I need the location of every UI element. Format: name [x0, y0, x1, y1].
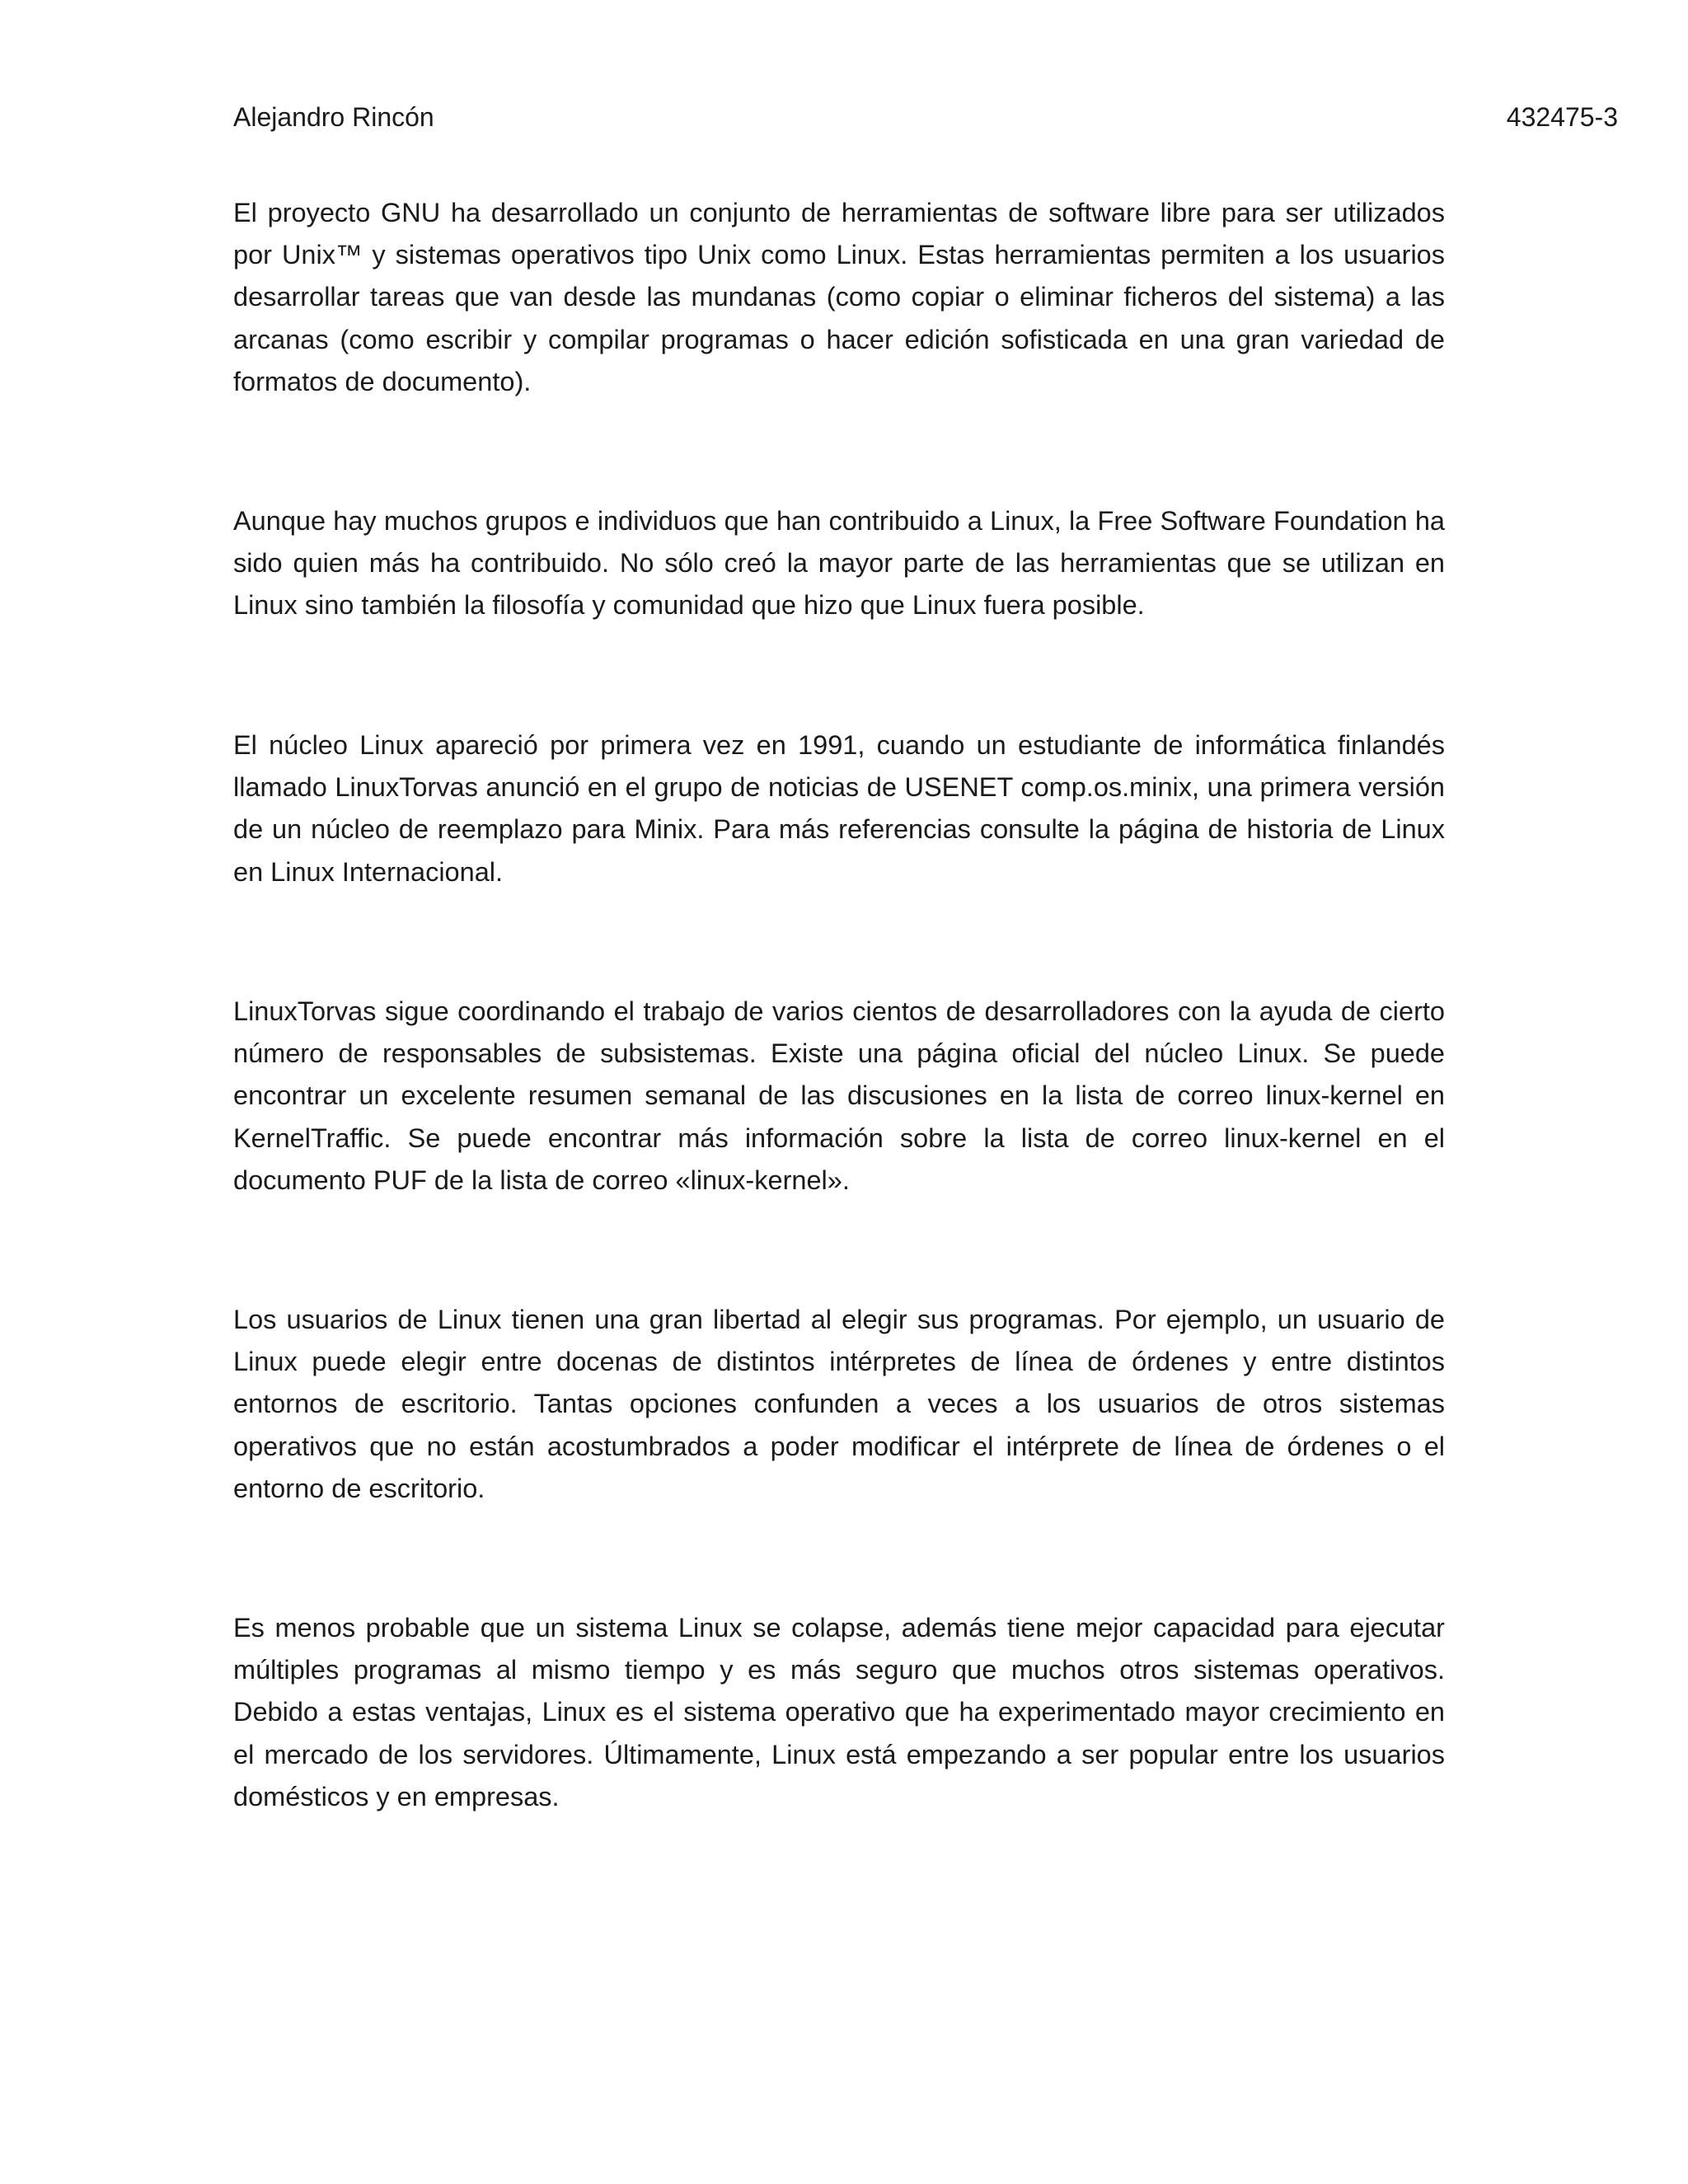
paragraph-linux-kernel-origin: El núcleo Linux apareció por primera vez en 1991, cuando un estudiante de informática finlandés llamado LinuxTorvas anunció en el grupo de noticias de USENET comp.os.minix, una primera versión de un núcleo de reemplazo para Minix. Para más referencias consulte la página de historia de Linux en Linux Internacional. [233, 730, 1445, 887]
paragraph-free-software-foundation: Aunque hay muchos grupos e individuos que han contribuido a Linux, la Free Software Foundation ha sido quien más ha contribuido. No sólo creó la mayor parte de las herramientas que se utilizan en Linux sino también la filosofía y comunidad que hizo que Linux fuera posible. [233, 506, 1445, 621]
paragraph-gnu-project: El proyecto GNU ha desarrollado un conjunto de herramientas de software libre para ser utilizados por Unix™ y sistemas operativos tipo Unix como Linux. Estas herramientas permiten a los usuarios desarrollar tareas que van desde las mundanas (como copiar o eliminar ficheros del sistema) a las arcanas (como escribir y compilar programas o hacer edición sofisticada en una gran variedad de formatos de documento). [233, 198, 1445, 396]
header-author: Alejandro Rincón [233, 102, 434, 132]
paragraph-kernel-development: LinuxTorvas sigue coordinando el trabajo de varios cientos de desarrolladores con la ayuda de cierto número de responsables de subsistemas. Existe una página oficial del núcleo Linux. Se puede encontrar un excelente resumen semanal de las discusiones en la lista de correo linux-kernel en KernelTraffic. Se puede encontrar más información sobre la lista de correo linux-kernel en el documento PUF de la lista de correo «linux-kernel». [233, 996, 1445, 1195]
paragraph-user-freedom: Los usuarios de Linux tienen una gran libertad al elegir sus programas. Por ejemplo, un usuario de Linux puede elegir entre docenas de distintos intérpretes de línea de órdenes y entre distintos entornos de escritorio. Tantas opciones confunden a veces a los usuarios de otros sistemas operativos que no están acostumbrados a poder modificar el intérprete de línea de órdenes o el entorno de escritorio. [233, 1305, 1445, 1503]
paragraph-stability-advantages: Es menos probable que un sistema Linux se colapse, además tiene mejor capacidad para ejecutar múltiples programas al mismo tiempo y es más seguro que muchos otros sistemas operativos. Debido a estas ventajas, Linux es el sistema operativo que ha experimentado mayor crecimiento en el mercado de los servidores. Últimamente, Linux está empezando a ser popular entre los usuarios domésticos y en empresas. [233, 1613, 1445, 1811]
header-student-id: 432475-3 [1506, 102, 1618, 132]
page-header [233, 97, 1618, 137]
